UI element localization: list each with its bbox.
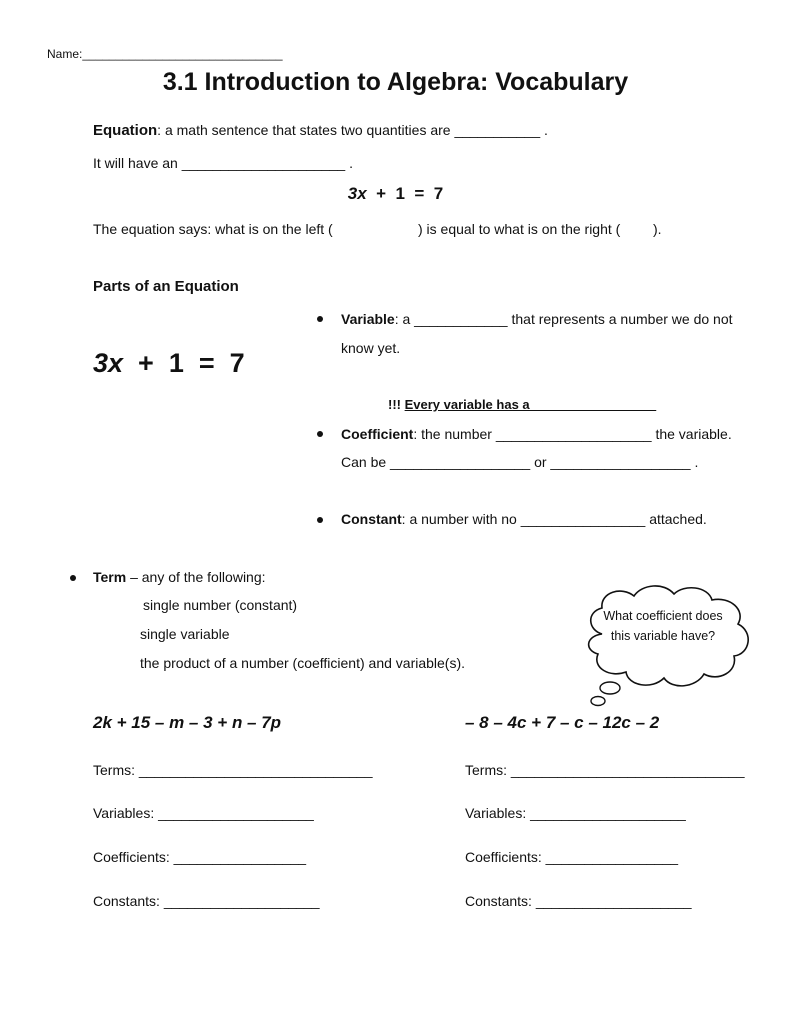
exercise-expression: – 8 – 4c + 7 – c – 12c – 2 xyxy=(465,713,660,732)
exercise-terms: Terms: ______________________________ xyxy=(465,762,745,778)
big-equation-coef-var: 3x xyxy=(93,348,124,378)
example-equation xyxy=(0,184,791,204)
equation-definition xyxy=(93,122,548,139)
constant-term: Constant xyxy=(341,511,402,527)
term-item: single number (constant) xyxy=(143,597,298,613)
term-term: Term xyxy=(93,569,127,585)
example-rest: + 1 = 7 xyxy=(366,184,444,203)
big-equation xyxy=(93,348,245,379)
exercise-expression: 2k + 15 – m – 3 + n – 7p xyxy=(93,713,282,732)
equation-sides-left: The equation says: what is on the left ( xyxy=(93,221,333,237)
exercise-terms: Terms: ______________________________ xyxy=(93,762,373,778)
equation-sides-mid: ) is equal to what is on the right ( xyxy=(418,221,621,237)
variable-term: Variable xyxy=(341,311,395,327)
term-definition xyxy=(93,569,266,585)
term-text: – any of the following: xyxy=(126,569,266,585)
equation-line2: It will have an _____________________ . xyxy=(93,155,353,171)
exercise-constants: Constants: ____________________ xyxy=(465,893,692,909)
exercise-coefficients: Coefficients: _________________ xyxy=(465,849,679,865)
variable-definition xyxy=(341,311,733,327)
equation-definition-text: : a math sentence that states two quantities are ___________ . xyxy=(157,122,548,138)
bullet-icon xyxy=(317,517,323,523)
bullet-icon xyxy=(317,316,323,322)
variable-note-text: Every variable has a _________________ xyxy=(404,397,657,412)
constant-text: : a number with no ________________ attached. xyxy=(401,511,707,527)
variable-note-prefix: !!! xyxy=(388,397,405,412)
parts-heading: Parts of an Equation xyxy=(93,278,239,295)
page-title: 3.1 Introduction to Algebra: Vocabulary xyxy=(162,68,629,96)
constant-definition xyxy=(341,511,707,527)
exercise-constants: Constants: ____________________ xyxy=(93,893,320,909)
term-item: the product of a number (coefficient) and variable(s). xyxy=(140,655,466,671)
bullet-icon xyxy=(70,575,76,581)
coefficient-term: Coefficient xyxy=(341,426,414,442)
equation-term: Equation xyxy=(93,122,158,139)
variable-text: : a ____________ that represents a number we do not xyxy=(394,311,733,327)
big-equation-rest: + 1 = 7 xyxy=(123,348,245,378)
name-field-label: Name:______________________________ xyxy=(47,47,283,61)
exercise-variables: Variables: ____________________ xyxy=(93,805,314,821)
term-item: single variable xyxy=(140,626,230,642)
coefficient-definition xyxy=(341,426,732,442)
thought-bubble-text: What coefficient does this variable have? xyxy=(603,609,723,643)
coefficient-text: : the number ____________________ the variable. xyxy=(413,426,732,442)
variable-text-line2: know yet. xyxy=(341,340,401,356)
exercise-coefficients: Coefficients: _________________ xyxy=(93,849,307,865)
exercise-variables: Variables: ____________________ xyxy=(465,805,686,821)
variable-note xyxy=(388,397,656,412)
bullet-icon xyxy=(317,431,323,437)
equation-sides-end: ). xyxy=(653,221,662,237)
example-coef-var: 3x xyxy=(347,184,367,203)
coefficient-text-line2: Can be __________________ or __________________ . xyxy=(341,454,699,470)
thought-cloud-icon xyxy=(580,582,760,712)
